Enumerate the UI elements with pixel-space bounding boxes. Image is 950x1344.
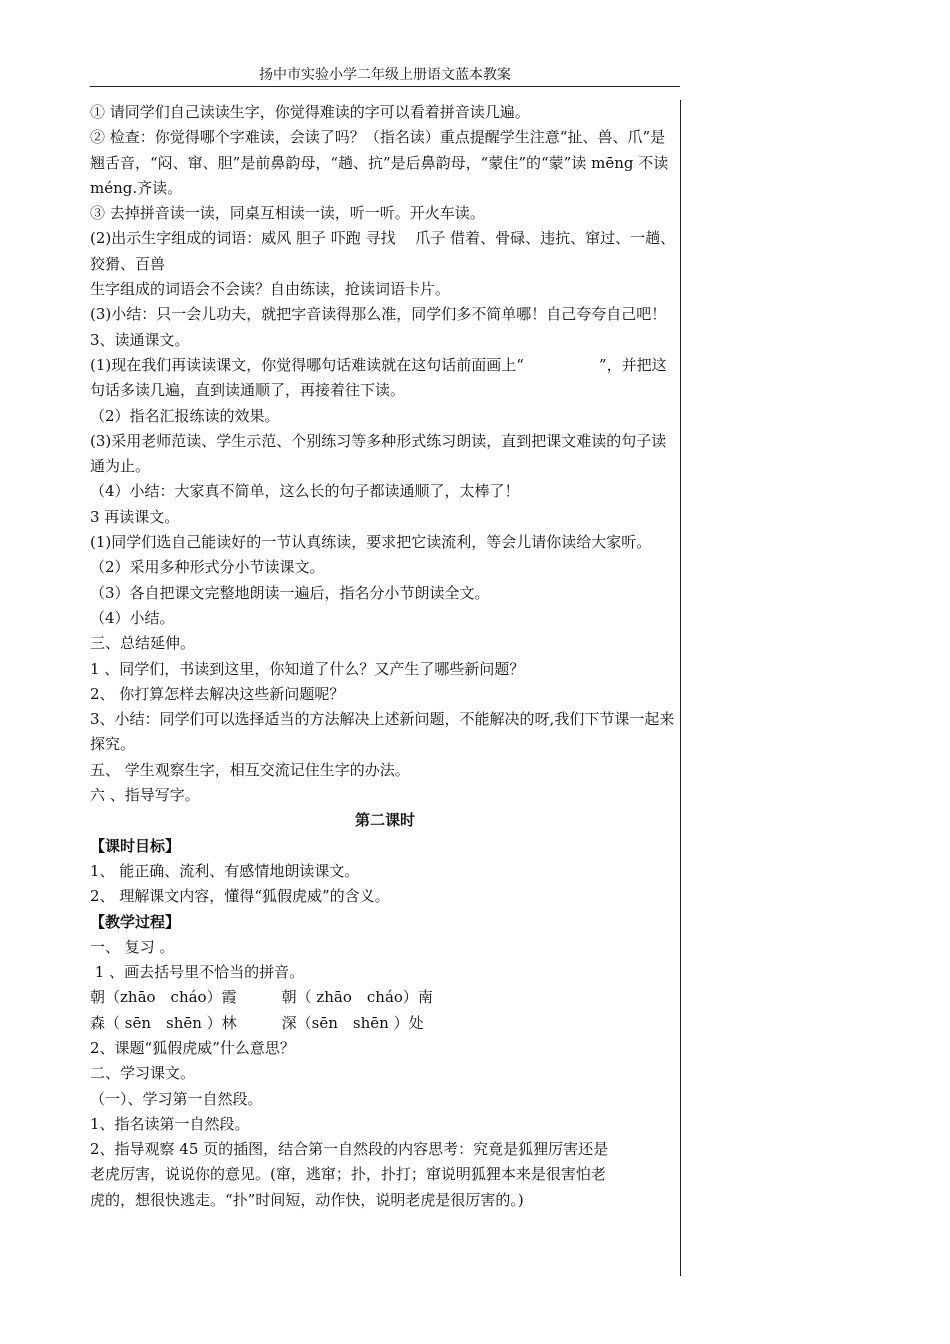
text-line: 2、 理解课文内容，懂得“狐假虎威”的含义。 [90,887,390,906]
text-line: （4）小结。 [90,608,175,627]
section-heading: 二、学习课文。 [90,1064,196,1083]
text-line: 2、 你打算怎样去解决这些新问题呢？ [90,684,345,703]
text-line: 2、课题“狐假虎威”什么意思？ [90,1038,295,1057]
text-line: (1)同学们选自己能读好的一节认真练读，要求把它读流利，等会儿请你读给大家听。 [90,533,652,552]
text-line: ② 检查：你觉得哪个字难读，会读了吗？（指名读）重点提醒学生注意“扯、兽、爪”是翘舌音，“闷、窜、胆”是前鼻韵母，“趟、抗”是后鼻韵母，“蒙住”的“蒙”读 mēng 不读 méng.齐读。 [90,128,669,197]
text-line: 3、小结：同学们可以选择适当的方法解决上述新问题，不能解决的呀,我们下节课一起来探究。 [90,710,675,754]
table-right-border [680,100,681,1276]
lesson-content [90,100,680,1213]
section-heading: 三、总结延伸。 [90,634,196,653]
text-line: 1、指名读第一自然段。 [90,1114,250,1133]
text-line: (3)小结：只一会儿功夫，就把字音读得那么准，同学们多不简单哪！自己夸夸自己吧！ [90,305,667,324]
text-line: 生字组成的词语会不会读？自由练读，抢读词语卡片。 [90,280,451,299]
text-line: 1 、画去括号里不恰当的拼音。 [90,963,305,982]
process-heading: 【教学过程】 [90,912,181,931]
text-line: 3、读通课文。 [90,330,190,349]
text-line: (2)出示生字组成的词语：威风 胆子 吓跑 寻找 爪子 借着、骨碌、违抗、窜过、一趟、狡猾、百兽 [90,229,676,273]
header-divider [90,86,680,87]
pinyin-line: 森（ sēn shēn ）林 深（sēn shēn ）处 [90,1013,424,1032]
objectives-heading: 【课时目标】 [90,836,181,855]
lesson-title: 第二课时 [354,811,415,830]
text-line: 3 再读课文。 [90,507,180,526]
text-line: 1、 能正确、流利、有感情地朗读课文。 [90,861,360,880]
text-line: 2、指导观察 45 页的插图，结合第一自然段的内容思考：究竟是狐狸厉害还是 [90,1140,609,1159]
pinyin-line: 朝（zhāo cháo）霞 朝（ zhāo cháo）南 [90,988,433,1007]
text-line: （3）各自把课文完整地朗读一遍后，指名分小节朗读全文。 [90,583,490,602]
text-line: ③ 去掉拼音读一读，同桌互相读一读，听一听。开火车读。 [90,204,485,223]
section-heading: 一、 复习 。 [90,937,175,956]
page-header: 扬中市实验小学二年级上册语文蓝本教案 [259,67,511,83]
section-heading: 六 、指导写字。 [90,786,200,805]
text-line: （2）采用多种形式分小节读课文。 [90,558,325,577]
text-line: （2）指名汇报练读的效果。 [90,406,280,425]
text-line: 老虎厉害，说说你的意见。(窜，逃窜；扑，扑打；窜说明狐狸本来是很害怕老 [90,1165,606,1184]
section-heading: 五、 学生观察生字，相互交流记住生字的办法。 [90,760,410,779]
text-line: (3)采用老师范读、学生示范、个别练习等多种形式练习朗读，直到把课文难读的句子读通为止。 [90,431,667,476]
text-line: （一）、学习第一自然段。 [90,1089,263,1108]
text-line: （4）小结：大家真不简单，这么长的句子都读通顺了，太棒了！ [90,482,520,501]
text-line: 1 、同学们，书读到这里，你知道了什么？又产生了哪些新问题？ [90,659,525,678]
text-line: 虎的，想很快逃走。“扑”时间短，动作快，说明老虎是很厉害的。) [90,1190,524,1209]
text-line: ① 请同学们自己读读生字，你觉得难读的字可以看着拼音读几遍。 [90,103,530,121]
text-line: (1)现在我们再读读课文，你觉得哪句话难读就在这句话前面画上“ ”，并把这句话多读几遍，直到读通顺了，再接着往下读。 [90,355,667,400]
